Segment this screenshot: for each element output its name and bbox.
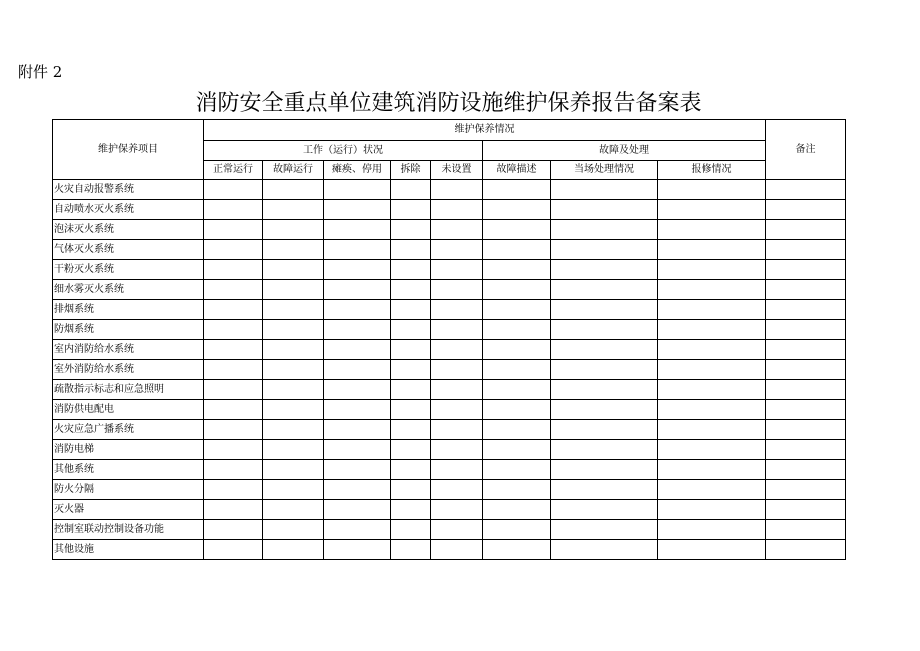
table-row xyxy=(53,440,846,460)
row-item-label: 其他系统 xyxy=(53,460,204,480)
row-item-label: 灭火器 xyxy=(53,500,204,520)
table-row xyxy=(53,340,846,360)
table-cell xyxy=(551,400,658,420)
table-cell xyxy=(263,520,324,540)
row-item-label: 自动喷水灭火系统 xyxy=(53,200,204,220)
table-cell xyxy=(263,440,324,460)
table-row xyxy=(53,500,846,520)
table-cell xyxy=(324,420,391,440)
table-cell xyxy=(391,400,431,420)
table-cell xyxy=(391,520,431,540)
table-row xyxy=(53,540,846,560)
table-cell xyxy=(431,320,483,340)
table-cell xyxy=(658,400,766,420)
table-cell xyxy=(766,320,846,340)
table-cell xyxy=(204,360,263,380)
table-row xyxy=(53,260,846,280)
table-cell xyxy=(483,280,551,300)
table-row xyxy=(53,180,846,200)
table-cell xyxy=(263,540,324,560)
table-cell xyxy=(431,260,483,280)
table-cell xyxy=(483,520,551,540)
table-cell xyxy=(324,520,391,540)
table-cell xyxy=(263,500,324,520)
table-row xyxy=(53,200,846,220)
table-cell xyxy=(483,320,551,340)
table-cell xyxy=(551,240,658,260)
table-cell xyxy=(391,500,431,520)
row-item-label: 室内消防给水系统 xyxy=(53,340,204,360)
table-cell xyxy=(551,340,658,360)
table-cell xyxy=(263,220,324,240)
table-cell xyxy=(391,460,431,480)
form-title: 消防安全重点单位建筑消防设施维护保养报告备案表 xyxy=(195,91,702,116)
table-cell xyxy=(431,520,483,540)
table-cell xyxy=(263,380,324,400)
table-cell xyxy=(204,180,263,200)
table-cell xyxy=(766,520,846,540)
table-cell xyxy=(324,500,391,520)
table-cell xyxy=(551,380,658,400)
table-cell xyxy=(658,200,766,220)
table-cell xyxy=(391,360,431,380)
table-cell xyxy=(658,520,766,540)
table-cell xyxy=(391,420,431,440)
table-cell xyxy=(766,360,846,380)
table-cell xyxy=(263,200,324,220)
table-cell xyxy=(658,380,766,400)
table-cell xyxy=(766,380,846,400)
table-cell xyxy=(658,320,766,340)
row-item-label: 泡沫灭火系统 xyxy=(53,220,204,240)
table-cell xyxy=(324,200,391,220)
table-cell xyxy=(263,240,324,260)
header-fault-running: 故障运行 xyxy=(263,161,324,180)
header-onsite-handling: 当场处理情况 xyxy=(551,161,658,180)
table-cell xyxy=(483,220,551,240)
table-cell xyxy=(391,220,431,240)
table-cell xyxy=(658,500,766,520)
table-cell xyxy=(204,260,263,280)
table-cell xyxy=(658,280,766,300)
table-cell xyxy=(204,440,263,460)
table-row xyxy=(53,240,846,260)
table-cell xyxy=(658,220,766,240)
table-row xyxy=(53,380,846,400)
table-cell xyxy=(263,300,324,320)
table-cell xyxy=(263,480,324,500)
table-cell xyxy=(431,180,483,200)
row-item-label: 干粉灭火系统 xyxy=(53,260,204,280)
table-cell xyxy=(204,380,263,400)
table-cell xyxy=(483,380,551,400)
table-cell xyxy=(391,440,431,460)
table-cell xyxy=(324,280,391,300)
table-cell xyxy=(658,420,766,440)
row-item-label: 防烟系统 xyxy=(53,320,204,340)
table-cell xyxy=(431,440,483,460)
table-cell xyxy=(391,540,431,560)
table-cell xyxy=(766,480,846,500)
row-item-label: 火灾自动报警系统 xyxy=(53,180,204,200)
table-body xyxy=(53,180,846,560)
table-cell xyxy=(766,200,846,220)
table-cell xyxy=(391,240,431,260)
table-cell xyxy=(766,440,846,460)
table-cell xyxy=(551,260,658,280)
table-cell xyxy=(391,280,431,300)
table-cell xyxy=(766,260,846,280)
table-cell xyxy=(431,460,483,480)
table-cell xyxy=(204,240,263,260)
table-cell xyxy=(551,540,658,560)
table-cell xyxy=(431,340,483,360)
table-cell xyxy=(483,460,551,480)
table-cell xyxy=(324,380,391,400)
header-fault-handling: 故障及处理 xyxy=(483,141,766,161)
table-cell xyxy=(483,400,551,420)
table-cell xyxy=(551,480,658,500)
table-cell xyxy=(766,460,846,480)
table-cell xyxy=(204,220,263,240)
table-cell xyxy=(204,320,263,340)
table-cell xyxy=(658,440,766,460)
table-cell xyxy=(551,320,658,340)
header-removed: 拆除 xyxy=(391,161,431,180)
table-cell xyxy=(551,300,658,320)
table-cell xyxy=(263,320,324,340)
table-cell xyxy=(658,340,766,360)
table-cell xyxy=(766,400,846,420)
table-cell xyxy=(324,260,391,280)
table-cell xyxy=(263,420,324,440)
header-fault-description: 故障描述 xyxy=(483,161,551,180)
header-maintenance-status: 维护保养情况 xyxy=(204,120,766,141)
table-row xyxy=(53,400,846,420)
table-cell xyxy=(766,500,846,520)
table-cell xyxy=(766,280,846,300)
row-item-label: 其他设施 xyxy=(53,540,204,560)
row-item-label: 消防电梯 xyxy=(53,440,204,460)
table-cell xyxy=(204,500,263,520)
table-cell xyxy=(551,420,658,440)
table-cell xyxy=(263,340,324,360)
table-cell xyxy=(551,180,658,200)
table-cell xyxy=(766,300,846,320)
table-cell xyxy=(263,460,324,480)
table-cell xyxy=(204,200,263,220)
header-repair-report: 报修情况 xyxy=(658,161,766,180)
table-cell xyxy=(263,260,324,280)
table-row xyxy=(53,420,846,440)
table-row xyxy=(53,480,846,500)
table-cell xyxy=(431,420,483,440)
table-cell xyxy=(766,240,846,260)
table-cell xyxy=(766,540,846,560)
table-row xyxy=(53,300,846,320)
table-cell xyxy=(391,320,431,340)
table-cell xyxy=(483,180,551,200)
table-cell xyxy=(324,540,391,560)
table-cell xyxy=(431,300,483,320)
table-row xyxy=(53,460,846,480)
table-cell xyxy=(658,260,766,280)
table-cell xyxy=(204,420,263,440)
table-cell xyxy=(431,360,483,380)
table-cell xyxy=(551,460,658,480)
table-cell xyxy=(391,300,431,320)
table-cell xyxy=(391,200,431,220)
table-cell xyxy=(431,400,483,420)
table-cell xyxy=(324,400,391,420)
table-cell xyxy=(483,200,551,220)
header-remarks: 备注 xyxy=(766,120,846,180)
table-row xyxy=(53,220,846,240)
row-item-label: 气体灭火系统 xyxy=(53,240,204,260)
table-cell xyxy=(263,400,324,420)
table-cell xyxy=(551,360,658,380)
table-cell xyxy=(324,480,391,500)
table-cell xyxy=(766,180,846,200)
table-cell xyxy=(658,180,766,200)
table-cell xyxy=(204,340,263,360)
row-item-label: 疏散指示标志和应急照明 xyxy=(53,380,204,400)
table-row xyxy=(53,360,846,380)
table-cell xyxy=(431,480,483,500)
table-cell xyxy=(431,200,483,220)
table-row xyxy=(53,520,846,540)
row-item-label: 控制室联动控制设备功能 xyxy=(53,520,204,540)
table-cell xyxy=(483,540,551,560)
row-item-label: 细水雾灭火系统 xyxy=(53,280,204,300)
table-cell xyxy=(431,380,483,400)
table-cell xyxy=(324,240,391,260)
row-item-label: 室外消防给水系统 xyxy=(53,360,204,380)
table-cell xyxy=(431,240,483,260)
table-cell xyxy=(263,360,324,380)
table-cell xyxy=(391,480,431,500)
attachment-label: 附件 2 xyxy=(18,63,63,81)
table-cell xyxy=(483,260,551,280)
table-cell xyxy=(551,440,658,460)
table-cell xyxy=(658,360,766,380)
header-normal: 正常运行 xyxy=(204,161,263,180)
table-cell xyxy=(483,500,551,520)
table-cell xyxy=(204,540,263,560)
table-cell xyxy=(204,300,263,320)
header-item: 维护保养项目 xyxy=(53,120,204,180)
table-cell xyxy=(483,420,551,440)
row-item-label: 排烟系统 xyxy=(53,300,204,320)
table-cell xyxy=(658,300,766,320)
table-header xyxy=(53,120,846,180)
table-cell xyxy=(431,540,483,560)
table-cell xyxy=(483,300,551,320)
table-cell xyxy=(551,200,658,220)
table-cell xyxy=(483,480,551,500)
table-cell xyxy=(766,340,846,360)
table-cell xyxy=(324,320,391,340)
table-cell xyxy=(263,280,324,300)
table-cell xyxy=(324,220,391,240)
maintenance-record-table xyxy=(52,119,846,560)
table-cell xyxy=(324,440,391,460)
table-cell xyxy=(551,500,658,520)
table-cell xyxy=(551,220,658,240)
table-cell xyxy=(263,180,324,200)
table-cell xyxy=(483,440,551,460)
header-paralyzed-stopped: 瘫痪、停用 xyxy=(324,161,391,180)
table-cell xyxy=(324,300,391,320)
table-cell xyxy=(431,280,483,300)
table-cell xyxy=(204,400,263,420)
table-cell xyxy=(391,380,431,400)
header-not-installed: 未设置 xyxy=(431,161,483,180)
table-row xyxy=(53,280,846,300)
table-row xyxy=(53,320,846,340)
table-cell xyxy=(391,340,431,360)
table-cell xyxy=(431,220,483,240)
table-cell xyxy=(204,460,263,480)
table-cell xyxy=(766,420,846,440)
table-cell xyxy=(204,520,263,540)
table-cell xyxy=(658,240,766,260)
table-cell xyxy=(658,460,766,480)
table-cell xyxy=(551,520,658,540)
table-cell xyxy=(766,220,846,240)
table-cell xyxy=(431,500,483,520)
table-cell xyxy=(324,460,391,480)
table-cell xyxy=(483,240,551,260)
table-cell xyxy=(204,480,263,500)
table-cell xyxy=(324,180,391,200)
row-item-label: 消防供电配电 xyxy=(53,400,204,420)
table-cell xyxy=(391,180,431,200)
table-cell xyxy=(483,340,551,360)
row-item-label: 火灾应急广播系统 xyxy=(53,420,204,440)
row-item-label: 防火分隔 xyxy=(53,480,204,500)
header-operation-status: 工作（运行）状况 xyxy=(204,141,483,161)
table-cell xyxy=(324,360,391,380)
table-cell xyxy=(483,360,551,380)
table-cell xyxy=(324,340,391,360)
table-cell xyxy=(204,280,263,300)
table-cell xyxy=(658,480,766,500)
table-cell xyxy=(658,540,766,560)
table-cell xyxy=(391,260,431,280)
table-cell xyxy=(551,280,658,300)
